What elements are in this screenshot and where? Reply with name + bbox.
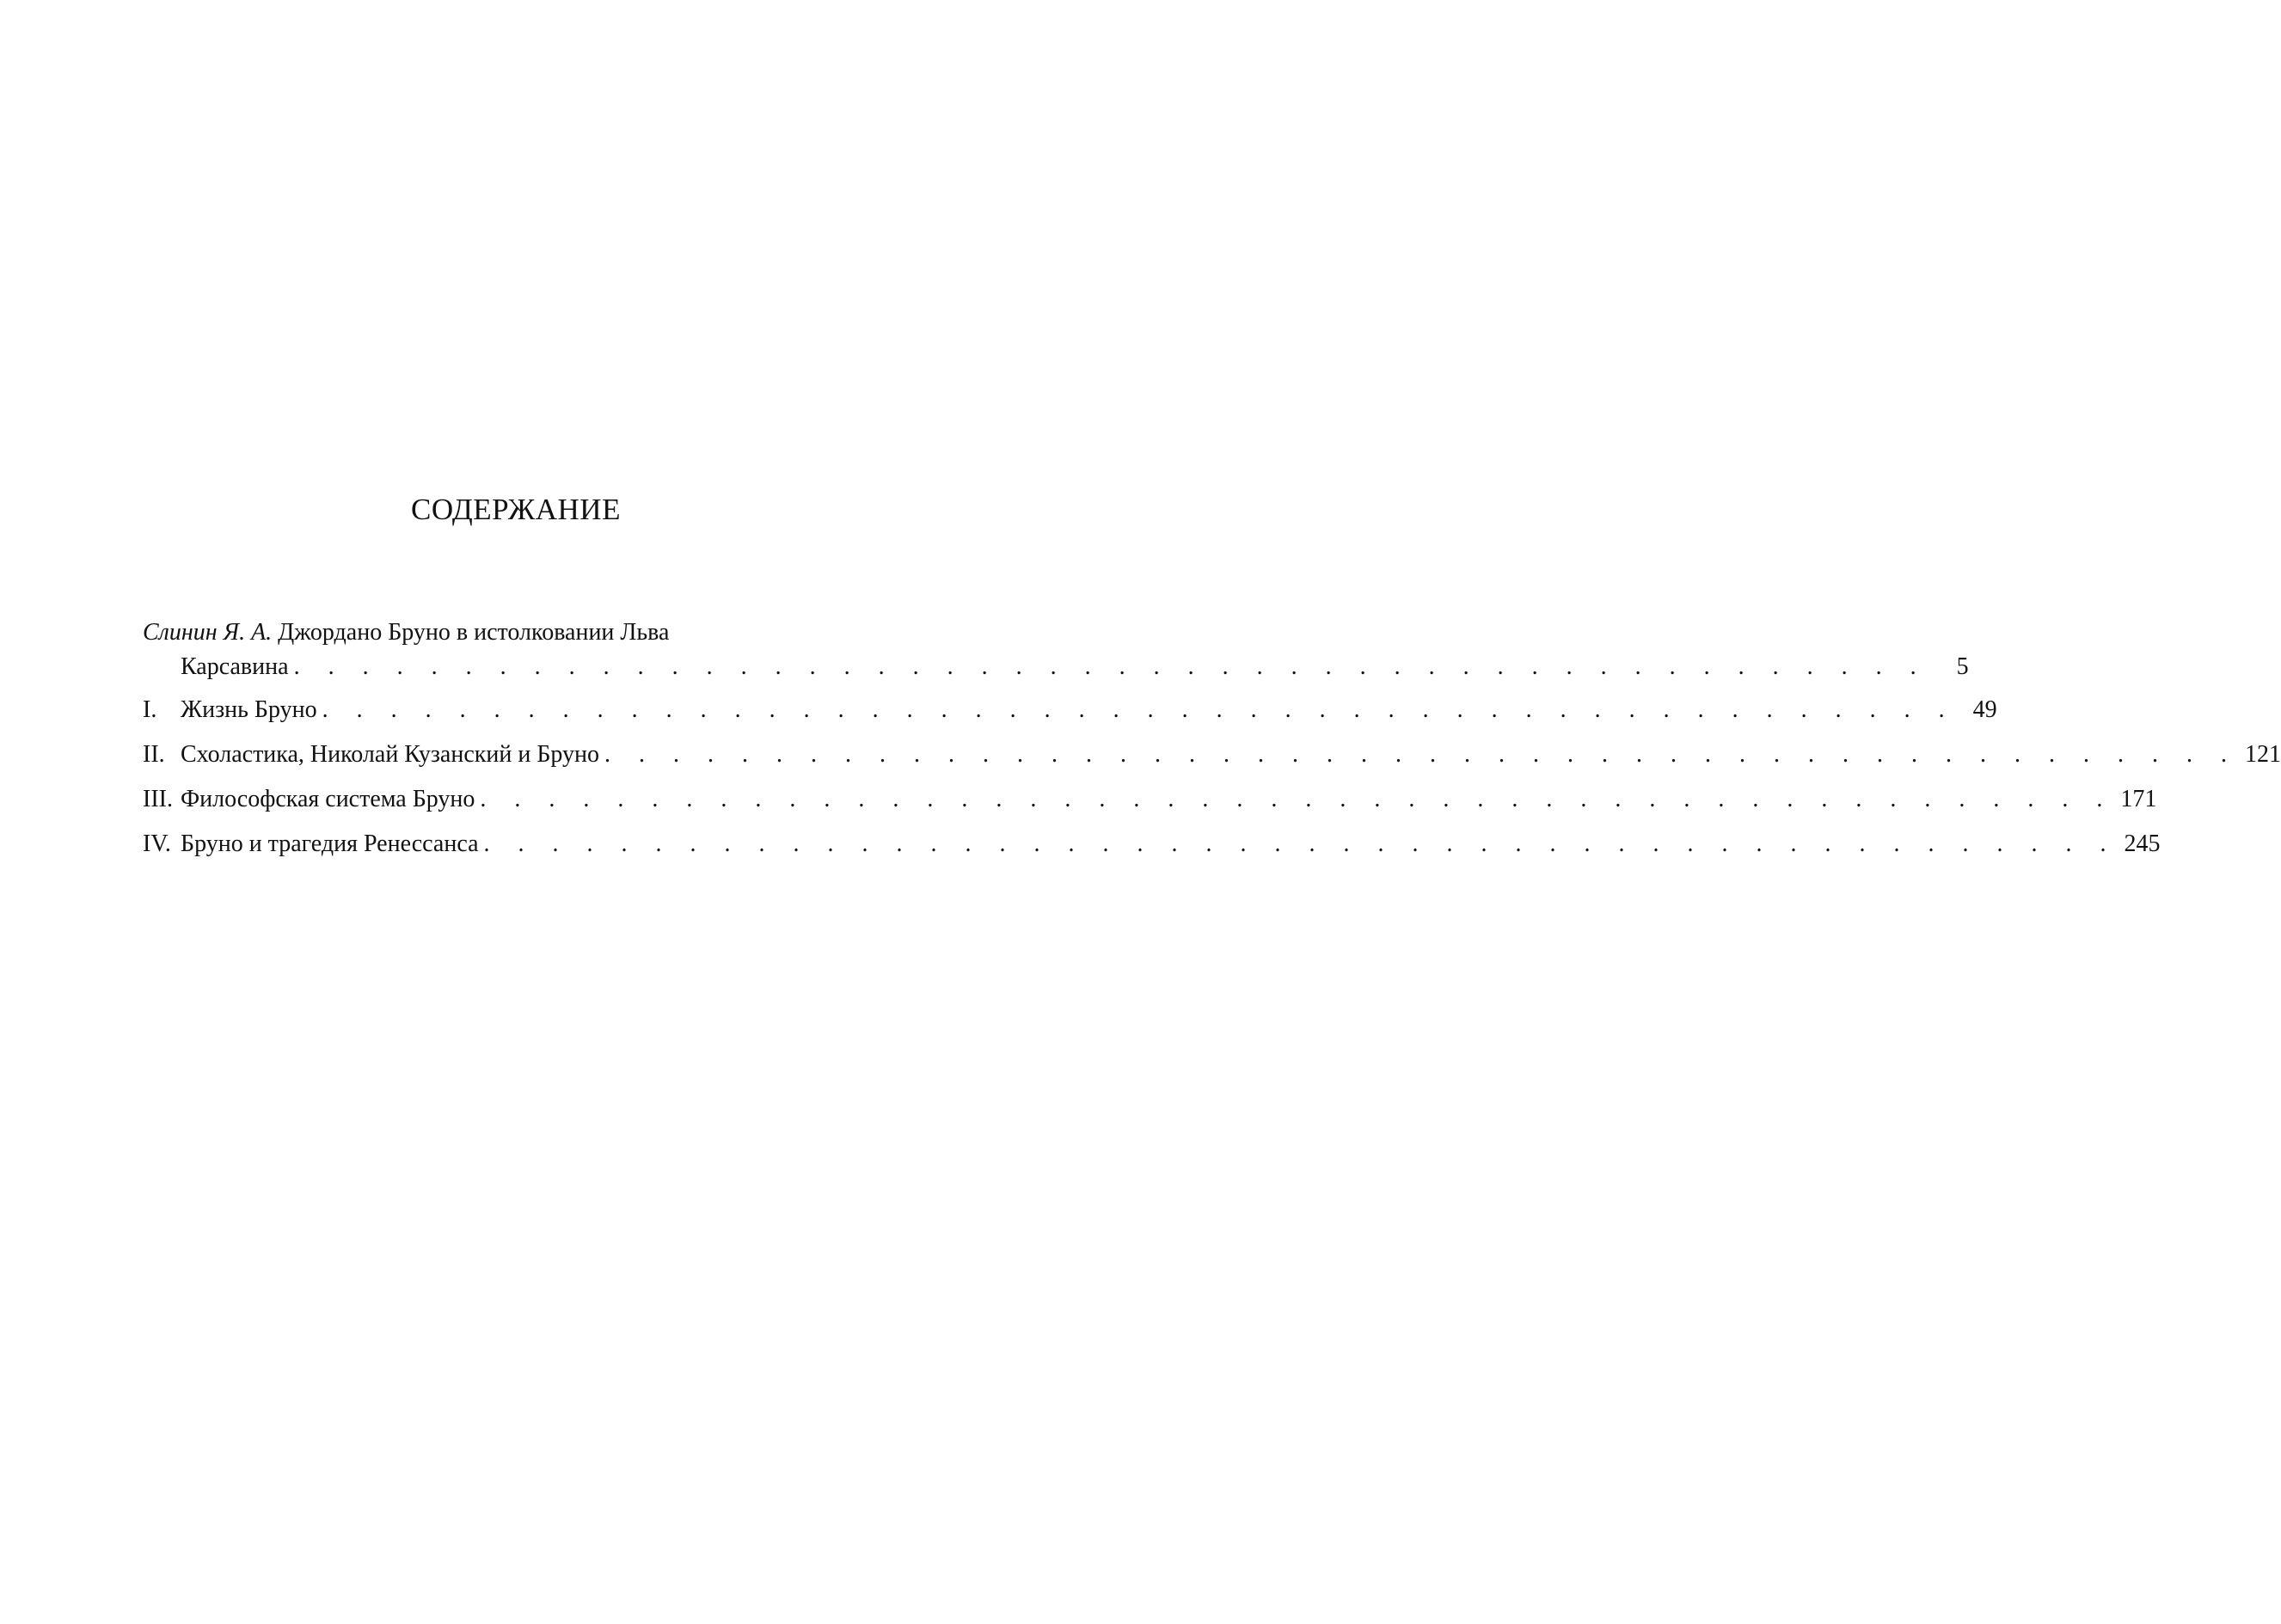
chapter-title: Схоластика, Николай Кузанский и Бруно <box>181 741 600 768</box>
dot-leader: . . . . . . . . . . . . . . . . . . . . . . . . . . . . . . . . . . . . . . . . . . . . . . . . <box>604 741 2239 768</box>
toc-page-number: 171 <box>2120 786 2157 812</box>
chapter-title: Философская система Бруно <box>181 786 475 812</box>
toc-entry-author: Слинин Я. А. <box>143 619 273 646</box>
chapter-numeral: I. <box>143 696 157 723</box>
chapter-numeral: II. <box>143 741 165 768</box>
toc-page-number: 5 <box>1956 653 1969 680</box>
chapter-numeral: III. <box>143 786 173 812</box>
toc-entry-intro-line1 <box>143 616 887 650</box>
toc-page-number: 245 <box>2124 830 2161 857</box>
toc-entry-chapter-2[interactable] <box>143 738 2281 772</box>
toc-entry-title-line2: Карсавина <box>181 653 289 680</box>
table-of-contents <box>143 616 2281 872</box>
toc-entry-chapter-4[interactable] <box>143 827 2161 861</box>
chapter-title: Бруно и трагедия Ренессанса <box>181 830 479 857</box>
toc-entry-intro[interactable] <box>143 616 1969 684</box>
toc-page-number: 49 <box>1972 696 1997 723</box>
chapter-numeral: IV. <box>143 830 171 857</box>
toc-entry-intro-line2 <box>143 650 1969 684</box>
dot-leader: . . . . . . . . . . . . . . . . . . . . . . . . . . . . . . . . . . . . . . . . . . . . . . . . <box>483 830 2118 857</box>
toc-entry-chapter-1[interactable] <box>143 693 1997 727</box>
contents-heading: СОДЕРЖАНИЕ <box>411 493 621 526</box>
dot-leader: . . . . . . . . . . . . . . . . . . . . . . . . . . . . . . . . . . . . . . . . . . . . . . . . <box>322 696 1956 723</box>
toc-entry-title-line1: Джордано Бруно в истолковании Льва <box>278 619 670 646</box>
toc-entry-chapter-3[interactable] <box>143 782 2157 817</box>
toc-page-number: 121 <box>2245 741 2281 768</box>
chapter-title: Жизнь Бруно <box>181 696 317 723</box>
dot-leader: . . . . . . . . . . . . . . . . . . . . . . . . . . . . . . . . . . . . . . . . . . . . . . . . <box>293 653 1928 680</box>
dot-leader: . . . . . . . . . . . . . . . . . . . . . . . . . . . . . . . . . . . . . . . . . . . . . . . . <box>480 786 2114 812</box>
